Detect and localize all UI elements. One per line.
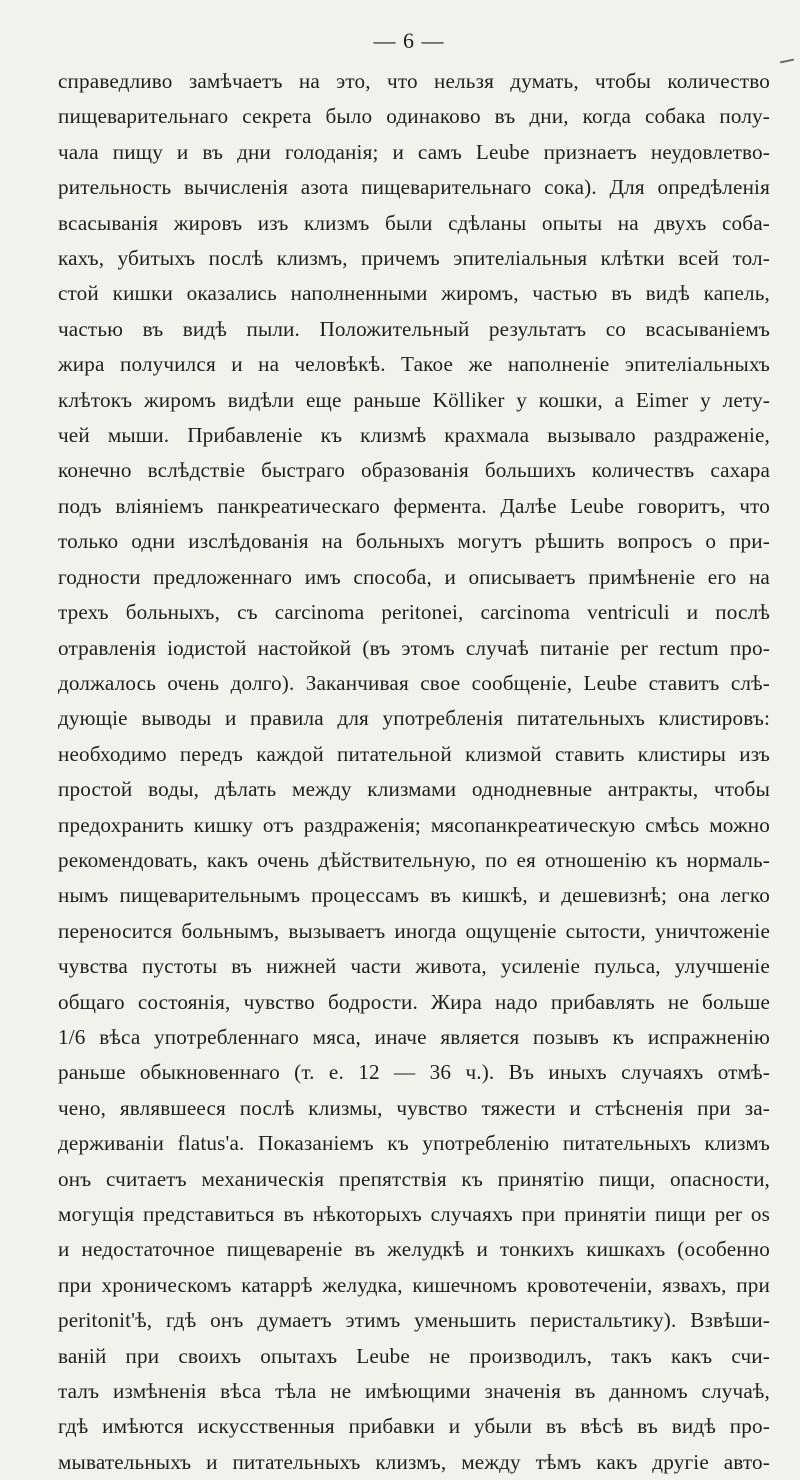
text-line: переносится больнымъ, вызываетъ иногда ощущеніе сытости, уничтоженіе [58, 918, 770, 943]
text-line: всасыванія жировъ изъ клизмъ были сдѣланы опыты на двухъ соба- [58, 210, 770, 235]
text-line: предохранить кишку отъ раздраженія; мясопанкреатическую смѣсь можно [58, 812, 770, 837]
text-line: трехъ больныхъ, съ carcinoma peritonei, carcinoma ventriculi и послѣ [58, 600, 770, 625]
text-line: отравленія іодистой настойкой (въ этомъ случаѣ питаніе per rectum про- [58, 635, 770, 660]
page-number: — 6 — [373, 28, 445, 53]
text-line: гдѣ имѣются искусственныя прибавки и убыли въ вѣсѣ въ видѣ про- [58, 1414, 770, 1439]
text-line: необходимо передъ каждой питательной клизмой ставить клистиры изъ [58, 741, 770, 766]
text-line: чала пищу и въ дни голоданія; и самъ Leube признаетъ неудовлетво- [58, 139, 770, 164]
text-line: частью въ видѣ пыли. Положительный результатъ со всасываніемъ [58, 316, 770, 341]
page-edge-mark [780, 59, 794, 64]
text-line: при хроническомъ катаррѣ желудка, кишечномъ кровотеченіи, язвахъ, при [58, 1272, 770, 1297]
text-line: простой воды, дѣлать между клизмами однодневные антракты, чтобы [58, 777, 770, 802]
text-line: кахъ, убитыхъ послѣ клизмъ, причемъ эпителіальныя клѣтки всей тол- [58, 246, 770, 271]
text-line: 1/6 вѣса употребленнаго мяса, иначе является позывъ къ испражненію [58, 1024, 770, 1049]
text-line: дующіе выводы и правила для употребленія питательныхъ клистировъ: [58, 706, 770, 731]
text-line: клѣтокъ жиромъ видѣли еще раньше Kölliker у кошки, а Eimer у лету- [58, 387, 770, 412]
text-line: чувства пустоты въ нижней части живота, усиленіе пульса, улучшеніе [58, 954, 770, 979]
text-line: подъ вліяніемъ панкреатическаго фермента. Далѣе Leube говоритъ, что [58, 493, 770, 518]
text-line: рекомендовать, какъ очень дѣйствительную, по ея отношенію къ нормаль- [58, 847, 770, 872]
text-line: должалось очень долго). Заканчивая свое сообщеніе, Leube ставитъ слѣ- [58, 670, 770, 695]
text-line: конечно вслѣдствіе быстраго образованія большихъ количествъ сахара [58, 458, 770, 483]
text-line: нымъ пищеварительнымъ процессамъ въ кишкѣ, и дешевизнѣ; она легко [58, 883, 770, 908]
text-line: могущія представиться въ нѣкоторыхъ случаяхъ при принятіи пищи per os [58, 1202, 770, 1226]
text-line: рительность вычисленія азота пищеварительнаго сока). Для опредѣленія [58, 175, 770, 200]
text-line: мывательныхъ и питательныхъ клизмъ, между тѣмъ какъ другіе авто- [58, 1449, 770, 1474]
text-line: пищеварительнаго секрета было одинаково въ дни, когда собака полу- [58, 104, 770, 129]
text-line: онъ считаетъ механическія препятствія къ принятію пищи, опасности, [58, 1166, 770, 1191]
text-line: чей мыши. Прибавленіе къ клизмѣ крахмала вызывало раздраженіе, [58, 423, 770, 448]
text-line: стой кишки оказались наполненными жиромъ, частью въ видѣ капель, [58, 281, 770, 306]
text-line: справедливо замѣчаетъ на это, что нельзя думать, чтобы количество [58, 69, 770, 93]
text-line: жира получился и на человѣкѣ. Такое же наполненіе эпителіальныхъ [58, 352, 770, 377]
text-line: талъ измѣненія вѣса тѣла не имѣющими значенія въ данномъ случаѣ, [58, 1379, 770, 1404]
text-line: и недостаточное пищевареніе въ желудкѣ и тонкихъ кишкахъ (особенно [58, 1237, 770, 1262]
text-line: только одни изслѣдованія на больныхъ могутъ рѣшить вопросъ о при- [58, 529, 770, 554]
text-line: годности предложеннаго имъ способа, и описываетъ примѣненіе его на [58, 564, 770, 589]
text-line: раньше обыкновеннаго (т. е. 12 — 36 ч.). Въ иныхъ случаяхъ отмѣ- [58, 1060, 770, 1085]
text-line: peritonit'ѣ, гдѣ онъ думаетъ этимъ уменьшить перистальтику). Взвѣши- [58, 1308, 770, 1333]
text-line: держиваніи flatus'а. Показаніемъ къ употребленію питательныхъ клизмъ [58, 1131, 770, 1156]
text-line: общаго состоянія, чувство бодрости. Жира надо прибавлять не больше [58, 989, 770, 1014]
body-text [58, 64, 770, 1480]
text-line: ваній при своихъ опытахъ Leube не производилъ, такъ какъ счи- [58, 1343, 770, 1368]
text-line: чено, являвшееся послѣ клизмы, чувство тяжести и стѣсненія при за- [58, 1095, 770, 1120]
